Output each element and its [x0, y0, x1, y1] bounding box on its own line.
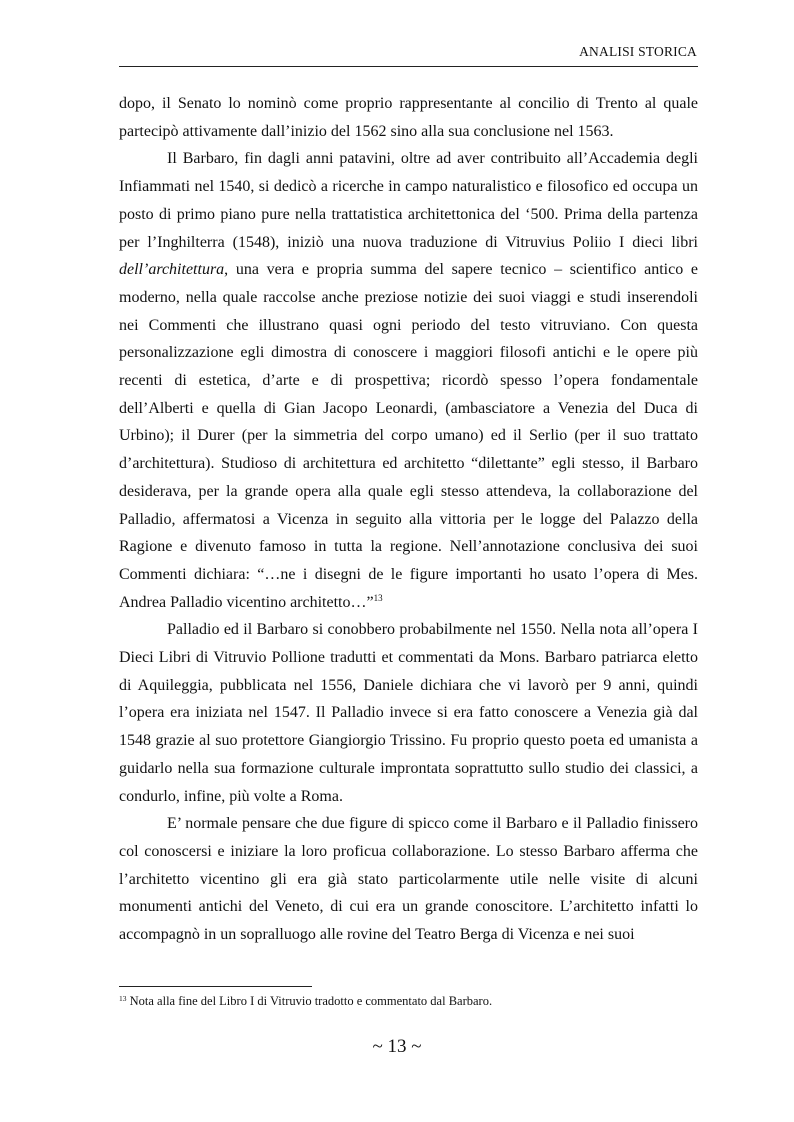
paragraph-2-text-end: , una vera e propria summa del sapere tecnico – scientifico antico e moderno, nella quale raccolse anche preziose notizie dei suoi viaggi e studi inserendoli nei Commenti che illustrano quasi ogni periodo del testo vitruviano. Con questa personalizzazione egli dimostra di conoscere i maggiori filosofi antichi e le opere più recenti di estetica, d’arte e di prospettiva; ricordò spesso l’opera fondamentale dell’Alberti e quella di Gian Jacopo Leonardi, (ambasciatore a Venezia del Duca di Urbino); il Durer (per la simmetria del corpo umano) ed il Serlio (per il suo trattato d’architettura). Studioso di architettura ed architetto “dilettante” egli stesso, il Barbaro desiderava, per la grande opera alla quale egli stesso attendeva, la collaborazione del Palladio, affermatosi a Vicenza in seguito alla vittoria per le logge del Palazzo della Ragione e divenuto famoso in tutta la regione. Nell’annotazione conclusiva dei suoi Commenti dichiara: “…ne i disegni de le figure importanti ho usato l’opera di Mes. Andrea Palladio vicentino architetto…”: [119, 261, 698, 611]
paragraph-2-text-start: Il Barbaro, fin dagli anni patavini, oltre ad aver contribuito all’Accademia degli Infiammati nel 1540, si dedicò a ricerche in campo naturalistico e filosofico ed occupa un posto di primo piano pure nella trattatistica architettonica del ‘500. Prima della partenza per l’Inghilterra (1548), iniziò una nuova traduzione di Vitruvius Poliio I dieci libri: [119, 150, 698, 251]
main-text: [119, 90, 698, 949]
footnote-number: 13: [119, 994, 127, 1003]
italic-book-title: dell’architettura: [119, 261, 225, 279]
page-number: ~ 13 ~: [372, 1036, 422, 1057]
footnote-text: Nota alla fine del Libro I di Vitruvio tradotto e commentato dal Barbaro.: [126, 994, 493, 1008]
footnote: [119, 994, 698, 1009]
header-divider: [119, 66, 698, 67]
footnote-reference[interactable]: 13: [373, 592, 383, 603]
footnote-divider: [119, 986, 312, 987]
paragraph-3: Palladio ed il Barbaro si conobbero probabilmente nel 1550. Nella nota all’opera I Dieci Libri di Vitruvio Pollione tradutti et commentati da Mons. Barbaro patriarca eletto di Aquileggia, pubblicata nel 1556, Daniele dichiara che vi lavorò per 9 anni, quindi l’opera era iniziata nel 1547. Il Palladio invece si era fatto conoscere a Venezia già dal 1548 grazie al suo protettore Giangiorgio Trissino. Fu proprio questo poeta ed umanista a guidarlo nella sua formazione culturale improntata soprattutto sullo studio dei classici, a condurlo, infine, più volte a Roma.: [119, 621, 698, 805]
running-header-title: ANALISI STORICA: [579, 44, 697, 59]
paragraph-1: dopo, il Senato lo nominò come proprio rappresentante al concilio di Trento al quale partecipò attivamente dall’inizio del 1562 sino alla sua conclusione nel 1563.: [119, 95, 698, 140]
paragraph-4: E’ normale pensare che due figure di spicco come il Barbaro e il Palladio finissero col conoscersi e iniziare la loro proficua collaborazione. Lo stesso Barbaro afferma che l’architetto vicentino gli era già stato particolarmente utile nelle visite di alcuni monumenti antichi del Veneto, di cui era un grande conoscitore. L’architetto infatti lo accompagnò in un sopralluogo alle rovine del Teatro Berga di Vicenza e nei suoi: [119, 815, 698, 944]
paragraph-2: [119, 145, 698, 616]
